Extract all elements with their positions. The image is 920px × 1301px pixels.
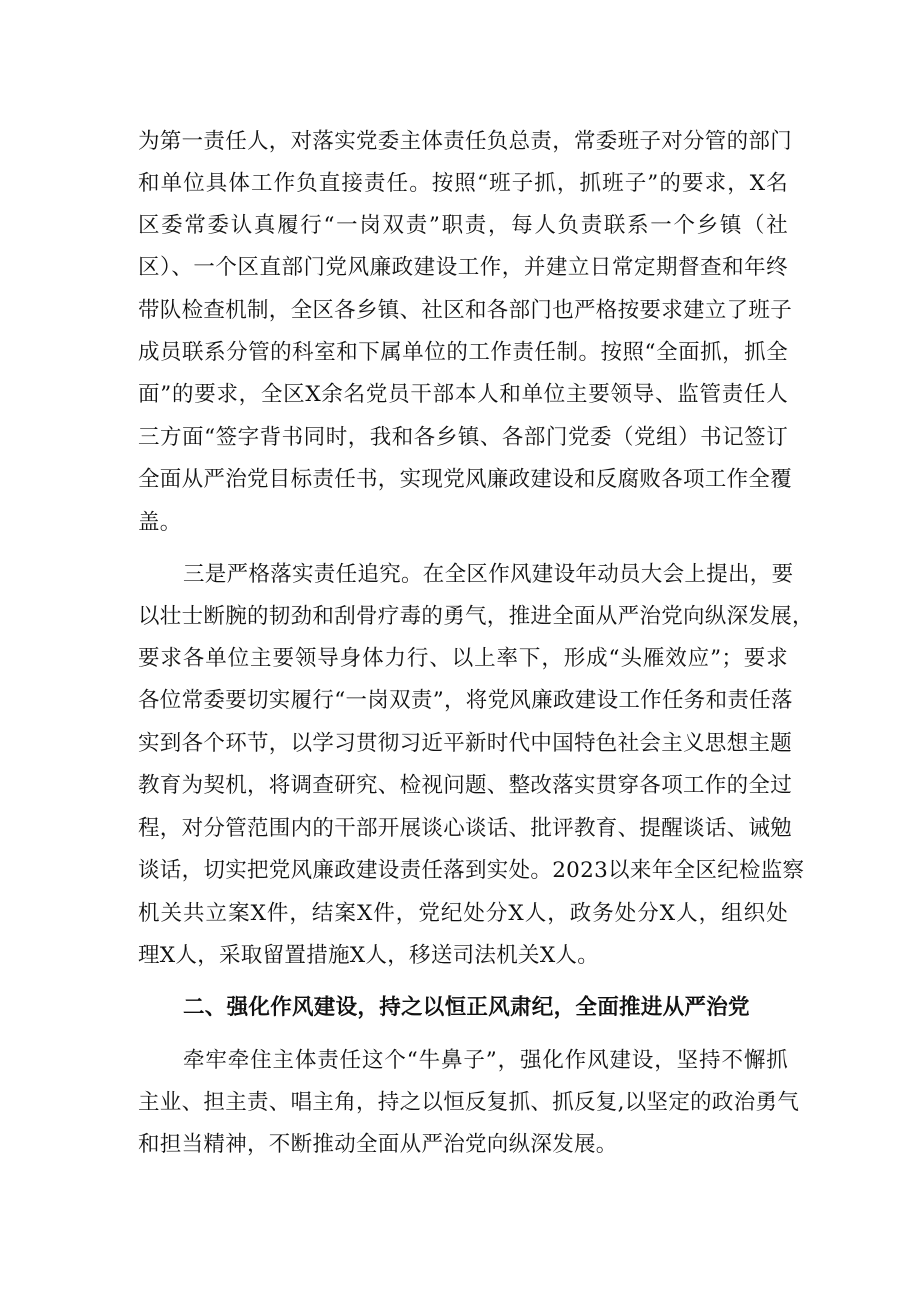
text-line: 面”的要求，全区X余名党员干部本人和单位主要领导、监管责任人: [138, 382, 788, 407]
text-line: 三是严格落实责任追究。在全区作风建设年动员大会上提出，要: [183, 562, 794, 587]
text-line: 要求各单位主要领导身体力行、以上率下，形成“头雁效应”；要求: [138, 646, 788, 671]
text-line: 区委常委认真履行“一岗双责”职责，每人负责联系一个乡镇（社: [138, 213, 788, 238]
text-line: 教育为契机，将调查研究、检视问题、整改落实贯穿各项工作的全过: [138, 773, 793, 798]
text-line: 机关共立案X件，结案X件，党纪处分X人，政务处分X人，组织处: [138, 901, 788, 926]
text-line: 各位常委要切实履行“一岗双责”，将党风廉政建设工作任务和责任落: [138, 688, 793, 713]
text-line: 以壮士断腕的韧劲和刮骨疗毒的勇气，推进全面从严治党向纵深发展，: [138, 604, 814, 629]
text-line: 和单位具体工作负直接责任。按照“班子抓，抓班子”的要求，X名: [138, 171, 788, 196]
text-line: 三方面“签字背书同时，我和各乡镇、各部门党委（党组）书记签订: [138, 425, 788, 450]
text-line: 理X人，采取留置措施X人，移送司法机关X人。: [138, 943, 600, 968]
text-line: 成员联系分管的科室和下属单位的工作责任制。按照“全面抓，抓全: [138, 340, 788, 365]
text-line: 程，对分管范围内的干部开展谈心谈话、批评教育、提醒谈话、诫勉: [138, 816, 793, 841]
section-heading: 二、强化作风建设，持之以恒正风肃纪，全面推进从严治党: [183, 995, 750, 1020]
text-line: 带队检查机制，全区各乡镇、社区和各部门也严格按要求建立了班子: [138, 298, 793, 323]
text-line: 为第一责任人，对落实党委主体责任负总责，常委班子对分管的部门: [138, 129, 793, 154]
text-line: 区）、一个区直部门党风廉政建设工作，并建立日常定期督查和年终: [138, 255, 788, 280]
text-line: 谈话，切实把党风廉政建设责任落到实处。2023以来年全区纪检监察: [138, 858, 805, 883]
text-line: 全面从严治党目标责任书，实现党风廉政建设和反腐败各项工作全覆: [138, 467, 793, 492]
text-line: 和担当精神，不断推动全面从严治党向纵深发展。: [138, 1132, 618, 1157]
text-line: 牵牢牵住主体责任这个“牛鼻子”，强化作风建设，坚持不懈抓: [183, 1048, 788, 1073]
text-line: 盖。: [138, 510, 182, 535]
text-line: 实到各个环节，以学习贯彻习近平新时代中国特色社会主义思想主题: [138, 731, 793, 756]
text-line: 主业、担主责、唱主角，持之以恒反复抓、抓反复,以坚定的政治勇气: [138, 1090, 800, 1115]
